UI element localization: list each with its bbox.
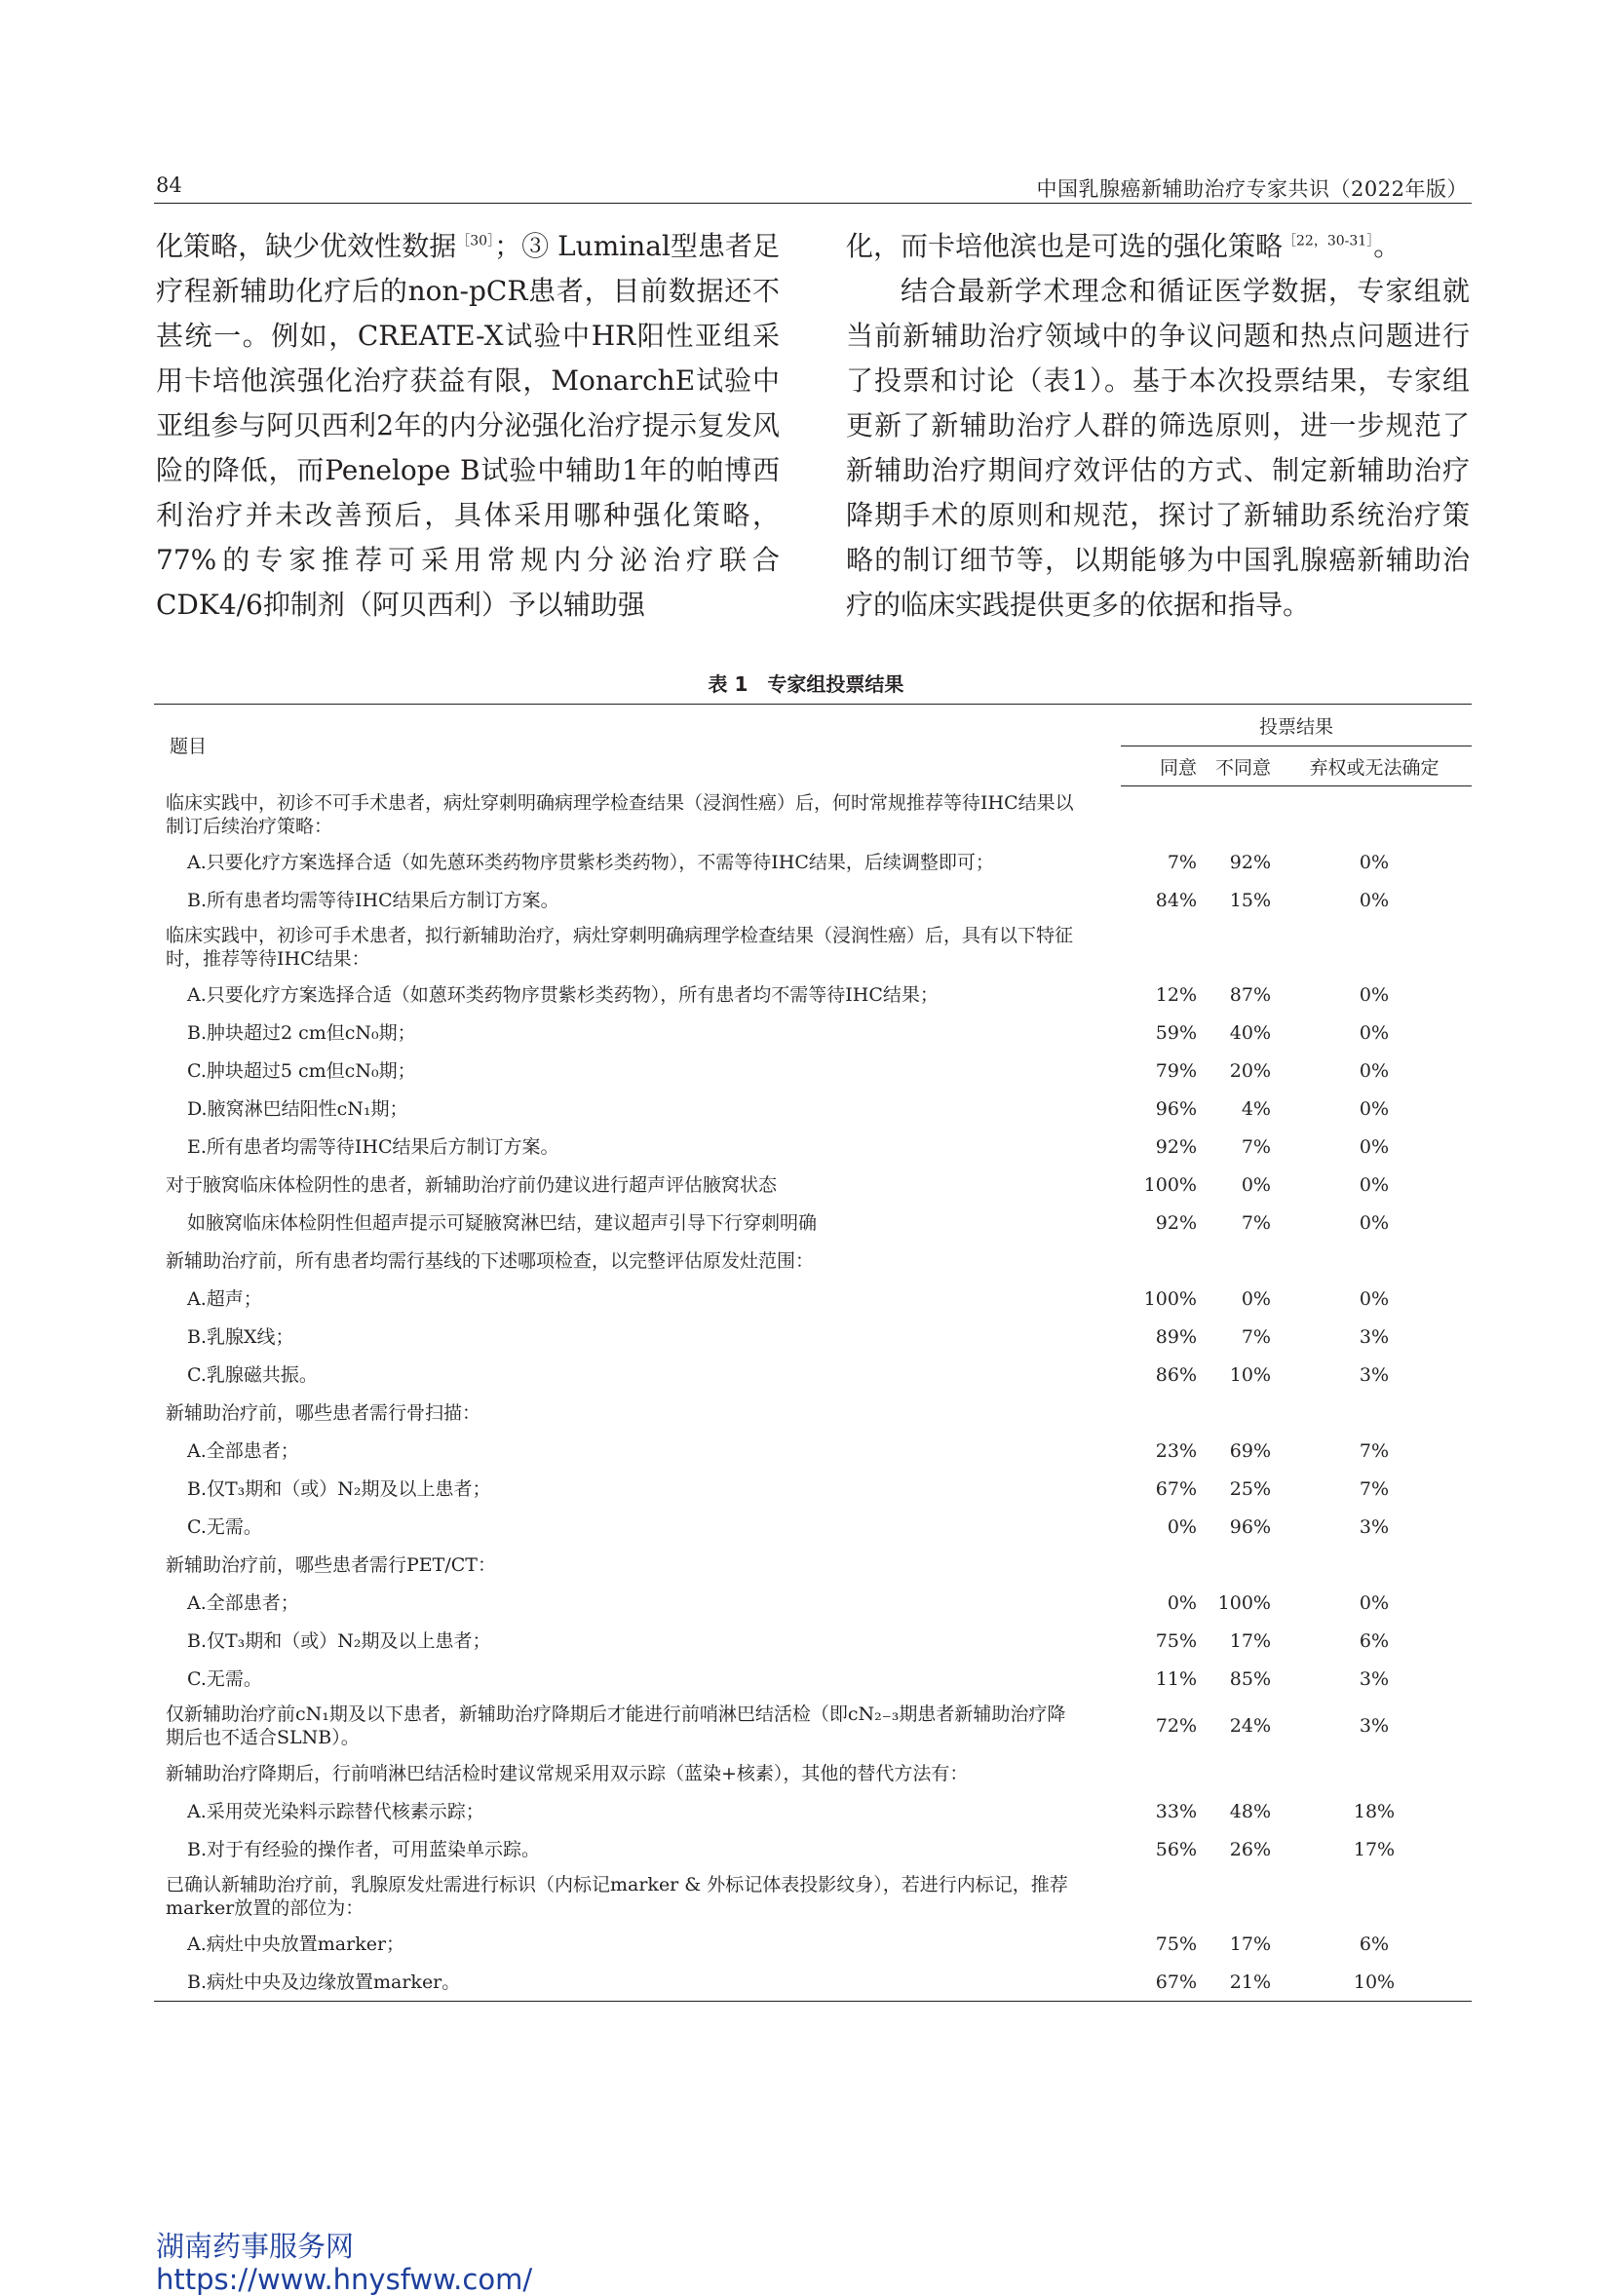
abstain-value: 0% [1359, 1097, 1390, 1120]
option-row [154, 1280, 1472, 1318]
question-text: 新辅助治疗前，所有患者均需行基线的下述哪项检查，以完整评估原发灶范围： [166, 1249, 815, 1272]
question-row [154, 1166, 1472, 1204]
agree-value: 96% [1155, 1097, 1197, 1120]
abstain-value [1277, 1868, 1472, 1925]
disagree-value: 100% [1217, 1591, 1271, 1614]
question-text: 新辅助治疗前，哪些患者需行PET/CT： [166, 1553, 496, 1576]
question-text: E.所有患者均需等待IHC结果后方制订方案。 [187, 1135, 559, 1158]
option-row [154, 1660, 1472, 1698]
abstain-value: 0% [1359, 1173, 1390, 1196]
disagree-value: 40% [1229, 1021, 1271, 1044]
question-text: 临床实践中，初诊不可手术患者，病灶穿刺明确病理学检查结果（浸润性癌）后，何时常规推荐等待IHC结果以制订后续治疗策略： [166, 791, 1074, 837]
abstain-value: 0% [1359, 1021, 1390, 1044]
disagree-value: 7% [1241, 1135, 1271, 1158]
left-column [156, 224, 780, 628]
option-row [154, 1508, 1472, 1546]
question-row [154, 786, 1472, 844]
question-text: A.全部患者； [187, 1591, 299, 1614]
question-text: A.只要化疗方案选择合适（如蒽环类药物序贯紫杉类药物），所有患者均不需等待IHC结果； [187, 983, 939, 1006]
option-row [154, 976, 1472, 1014]
agree-value: 56% [1155, 1838, 1197, 1860]
question-text: C.肿块超过5 cm但cN₀期； [187, 1059, 416, 1082]
question-text: 对于腋窝临床体检阴性的患者，新辅助治疗前仍建议进行超声评估腋窝状态 [166, 1173, 778, 1196]
disagree-value [1201, 1868, 1277, 1925]
abstain-value [1277, 786, 1472, 844]
agree-value: 11% [1155, 1667, 1197, 1690]
option-row [154, 1622, 1472, 1660]
option-row [154, 1470, 1472, 1508]
agree-value: 75% [1155, 1629, 1197, 1652]
disagree-value: 25% [1229, 1477, 1271, 1500]
agree-value [1121, 919, 1201, 976]
agree-value: 79% [1155, 1059, 1197, 1082]
option-row [154, 843, 1472, 881]
question-text: A.全部患者； [187, 1439, 299, 1462]
disagree-value: 96% [1229, 1515, 1271, 1538]
disagree-value: 92% [1229, 851, 1271, 873]
abstain-value: 0% [1359, 1059, 1390, 1082]
page-number: 84 [156, 173, 182, 197]
abstain-value [1277, 919, 1472, 976]
question-text: A.超声； [187, 1287, 262, 1310]
watermark [156, 2230, 532, 2296]
question-row [154, 1868, 1472, 1925]
question-text: B.所有患者均需等待IHC结果后方制订方案。 [187, 889, 559, 911]
right-paragraph-2: 结合最新学术理念和循证医学数据，专家组就当前新辅助治疗领域中的争议问题和热点问题进行了投票和讨论（表1）。基于本次投票结果，专家组更新了新辅助治疗人群的筛选原则，进一步规范了新辅助治疗期间疗效评估的方式、制定新辅助治疗降期手术的原则和规范，探讨了新辅助系统治疗策略的制订细节等，以期能够为中国乳腺癌新辅助治疗的临床实践提供更多的依据和指导。 [846, 275, 1470, 621]
abstain-value: 0% [1359, 851, 1390, 873]
abstain-value: 18% [1353, 1800, 1396, 1822]
agree-value: 67% [1121, 1963, 1201, 2002]
disagree-value [1201, 1754, 1277, 1792]
question-text: 新辅助治疗降期后，行前哨淋巴结活检时建议常规采用双示踪（蓝染+核素），其他的替代方法有： [166, 1762, 969, 1784]
abstain-value: 17% [1353, 1838, 1396, 1860]
abstain-value: 6% [1359, 1629, 1390, 1652]
question-text: D.腋窝淋巴结阳性cN₁期； [187, 1097, 408, 1120]
question-row [154, 919, 1472, 976]
agree-value: 86% [1155, 1363, 1197, 1386]
question-text: 如腋窝临床体检阴性但超声提示可疑腋窝淋巴结，建议超声引导下行穿刺明确 [187, 1211, 818, 1234]
option-row [154, 1830, 1472, 1868]
agree-value: 84% [1155, 889, 1197, 911]
abstain-value: 0% [1359, 1591, 1390, 1614]
question-text: C.乳腺磁共振。 [187, 1363, 318, 1386]
disagree-value: 0% [1241, 1287, 1271, 1310]
vote-table [154, 704, 1472, 2002]
option-row [154, 1584, 1472, 1622]
disagree-value: 10% [1229, 1363, 1271, 1386]
left-paragraph [156, 224, 780, 628]
running-title: 中国乳腺癌新辅助治疗专家共识（2022年版） [1036, 177, 1468, 201]
question-text: 新辅助治疗前，哪些患者需行骨扫描： [166, 1401, 481, 1424]
header-question: 题目 [154, 705, 1121, 786]
header-results: 投票结果 [1121, 705, 1472, 746]
option-row [154, 1204, 1472, 1242]
option-row [154, 1090, 1472, 1128]
disagree-value: 85% [1229, 1667, 1271, 1690]
agree-value: 0% [1167, 1591, 1197, 1614]
disagree-value: 17% [1229, 1932, 1271, 1955]
question-row [154, 1242, 1472, 1280]
left-text-2: ；③ Luminal型患者足疗程新辅助化疗后的non-pCR患者，目前数据还不甚统一。例如，CREATE-X试验中HR阳性亚组采用卡培他滨强化治疗获益有限，MonarchE试验中亚组参与阿贝西利2年的内分泌强化治疗提示复发风险的降低，而Penelope B试验中辅助1年的帕博西利治疗并未改善预后，具体采用哪种强化策略，77%的专家推荐可采用常规内分泌治疗联合CDK4/6抑制剂（阿贝西利）予以辅助强 [156, 230, 780, 621]
question-row [154, 1546, 1472, 1584]
abstain-value: 3% [1359, 1715, 1390, 1737]
abstain-value: 0% [1359, 889, 1390, 911]
disagree-value: 20% [1229, 1059, 1271, 1082]
abstain-value: 0% [1359, 1287, 1390, 1310]
question-text: 临床实践中，初诊可手术患者，拟行新辅助治疗，病灶穿刺明确病理学检查结果（浸润性癌）后，具有以下特征时，推荐等待IHC结果： [166, 925, 1074, 970]
agree-value: 100% [1143, 1287, 1197, 1310]
abstain-value: 0% [1359, 1211, 1390, 1234]
question-row [154, 1698, 1472, 1754]
agree-value: 67% [1155, 1477, 1197, 1500]
citation-30: ［30］ [456, 233, 495, 249]
question-text: C.无需。 [187, 1667, 262, 1690]
header-agree: 同意 [1121, 746, 1201, 786]
abstain-value: 3% [1359, 1363, 1390, 1386]
disagree-value: 7% [1241, 1211, 1271, 1234]
disagree-value [1201, 919, 1277, 976]
question-text: 仅新辅助治疗前cN₁期及以下患者，新辅助治疗降期后才能进行前哨淋巴结活检（即cN₂₋₃期患者新辅助治疗降期后也不适合SLNB）。 [166, 1703, 1066, 1748]
agree-value: 89% [1155, 1325, 1197, 1348]
abstain-value [1277, 1754, 1472, 1792]
right-paragraph-1 [846, 224, 1470, 269]
disagree-value: 87% [1229, 983, 1271, 1006]
citation-22-30-31: ［22，30-31］ [1283, 233, 1374, 249]
agree-value: 72% [1155, 1715, 1197, 1737]
disagree-value [1201, 1394, 1277, 1432]
disagree-value [1201, 1242, 1277, 1280]
abstain-value: 0% [1359, 1135, 1390, 1158]
agree-value: 12% [1155, 983, 1197, 1006]
option-row [154, 1052, 1472, 1090]
disagree-value: 26% [1229, 1838, 1271, 1860]
right-column [846, 224, 1470, 628]
abstain-value: 0% [1359, 983, 1390, 1006]
disagree-value [1201, 1546, 1277, 1584]
watermark-site-name: 湖南药事服务网 [156, 2230, 355, 2263]
header-disagree: 不同意 [1201, 746, 1277, 786]
header-abstain: 弃权或无法确定 [1277, 746, 1472, 786]
disagree-value: 24% [1229, 1715, 1271, 1737]
agree-value [1121, 1868, 1201, 1925]
disagree-value: 21% [1201, 1963, 1277, 2002]
option-row [154, 1963, 1472, 2002]
abstain-value: 10% [1277, 1963, 1472, 2002]
abstain-value: 6% [1359, 1932, 1390, 1955]
abstain-value: 3% [1359, 1325, 1390, 1348]
table-caption: 表 1 专家组投票结果 [708, 672, 904, 696]
question-text: C.无需。 [187, 1515, 262, 1538]
option-row [154, 1318, 1472, 1356]
agree-value: 23% [1155, 1439, 1197, 1462]
watermark-url: https://www.hnysfww.com/ [156, 2263, 533, 2296]
disagree-value [1201, 786, 1277, 844]
disagree-value: 0% [1241, 1173, 1271, 1196]
question-text: B.乳腺X线； [187, 1325, 294, 1348]
abstain-value: 7% [1359, 1477, 1390, 1500]
option-row [154, 1925, 1472, 1963]
question-row [154, 1394, 1472, 1432]
right-text-1: 化，而卡培他滨也是可选的强化策略 [846, 230, 1284, 262]
question-text: B.仅T₃期和（或）N₂期及以上患者； [187, 1477, 491, 1500]
agree-value: 33% [1155, 1800, 1197, 1822]
agree-value: 100% [1143, 1173, 1197, 1196]
question-text: B.病灶中央及边缘放置marker。 [154, 1963, 1121, 2002]
option-row [154, 1356, 1472, 1394]
agree-value [1121, 1394, 1201, 1432]
agree-value: 59% [1155, 1021, 1197, 1044]
question-text: B.仅T₃期和（或）N₂期及以上患者； [187, 1629, 491, 1652]
disagree-value: 7% [1241, 1325, 1271, 1348]
question-text: A.只要化疗方案选择合适（如先蒽环类药物序贯紫杉类药物），不需等待IHC结果，后续调整即可； [187, 851, 994, 873]
question-text: 已确认新辅助治疗前，乳腺原发灶需进行标识（内标记marker & 外标记体表投影纹身），若进行内标记，推荐marker放置的部位为： [166, 1874, 1068, 1919]
option-row [154, 1014, 1472, 1052]
abstain-value [1277, 1546, 1472, 1584]
question-row [154, 1754, 1472, 1792]
agree-value [1121, 786, 1201, 844]
option-row [154, 1128, 1472, 1166]
right-text-1-end: 。 [1373, 230, 1401, 262]
left-text-1: 化策略，缺少优效性数据 [156, 230, 457, 262]
question-text: A.采用荧光染料示踪替代核素示踪； [187, 1800, 484, 1822]
disagree-value: 15% [1229, 889, 1271, 911]
agree-value [1121, 1754, 1201, 1792]
option-row [154, 1792, 1472, 1830]
abstain-value: 7% [1359, 1439, 1390, 1462]
header-rule [154, 203, 1472, 204]
disagree-value: 4% [1241, 1097, 1271, 1120]
agree-value: 7% [1167, 851, 1197, 873]
disagree-value: 48% [1229, 1800, 1271, 1822]
question-text: B.对于有经验的操作者，可用蓝染单示踪。 [187, 1838, 541, 1860]
agree-value: 92% [1155, 1135, 1197, 1158]
vote-table-body [154, 786, 1472, 2002]
agree-value [1121, 1242, 1201, 1280]
question-text: A.病灶中央放置marker； [187, 1932, 405, 1955]
abstain-value: 3% [1359, 1515, 1390, 1538]
disagree-value: 17% [1229, 1629, 1271, 1652]
agree-value [1121, 1546, 1201, 1584]
option-row [154, 881, 1472, 919]
agree-value: 0% [1167, 1515, 1197, 1538]
disagree-value: 69% [1229, 1439, 1271, 1462]
abstain-value [1277, 1242, 1472, 1280]
option-row [154, 1432, 1472, 1470]
agree-value: 75% [1155, 1932, 1197, 1955]
abstain-value [1277, 1394, 1472, 1432]
abstain-value: 3% [1359, 1667, 1390, 1690]
question-text: B.肿块超过2 cm但cN₀期； [187, 1021, 416, 1044]
agree-value: 92% [1155, 1211, 1197, 1234]
